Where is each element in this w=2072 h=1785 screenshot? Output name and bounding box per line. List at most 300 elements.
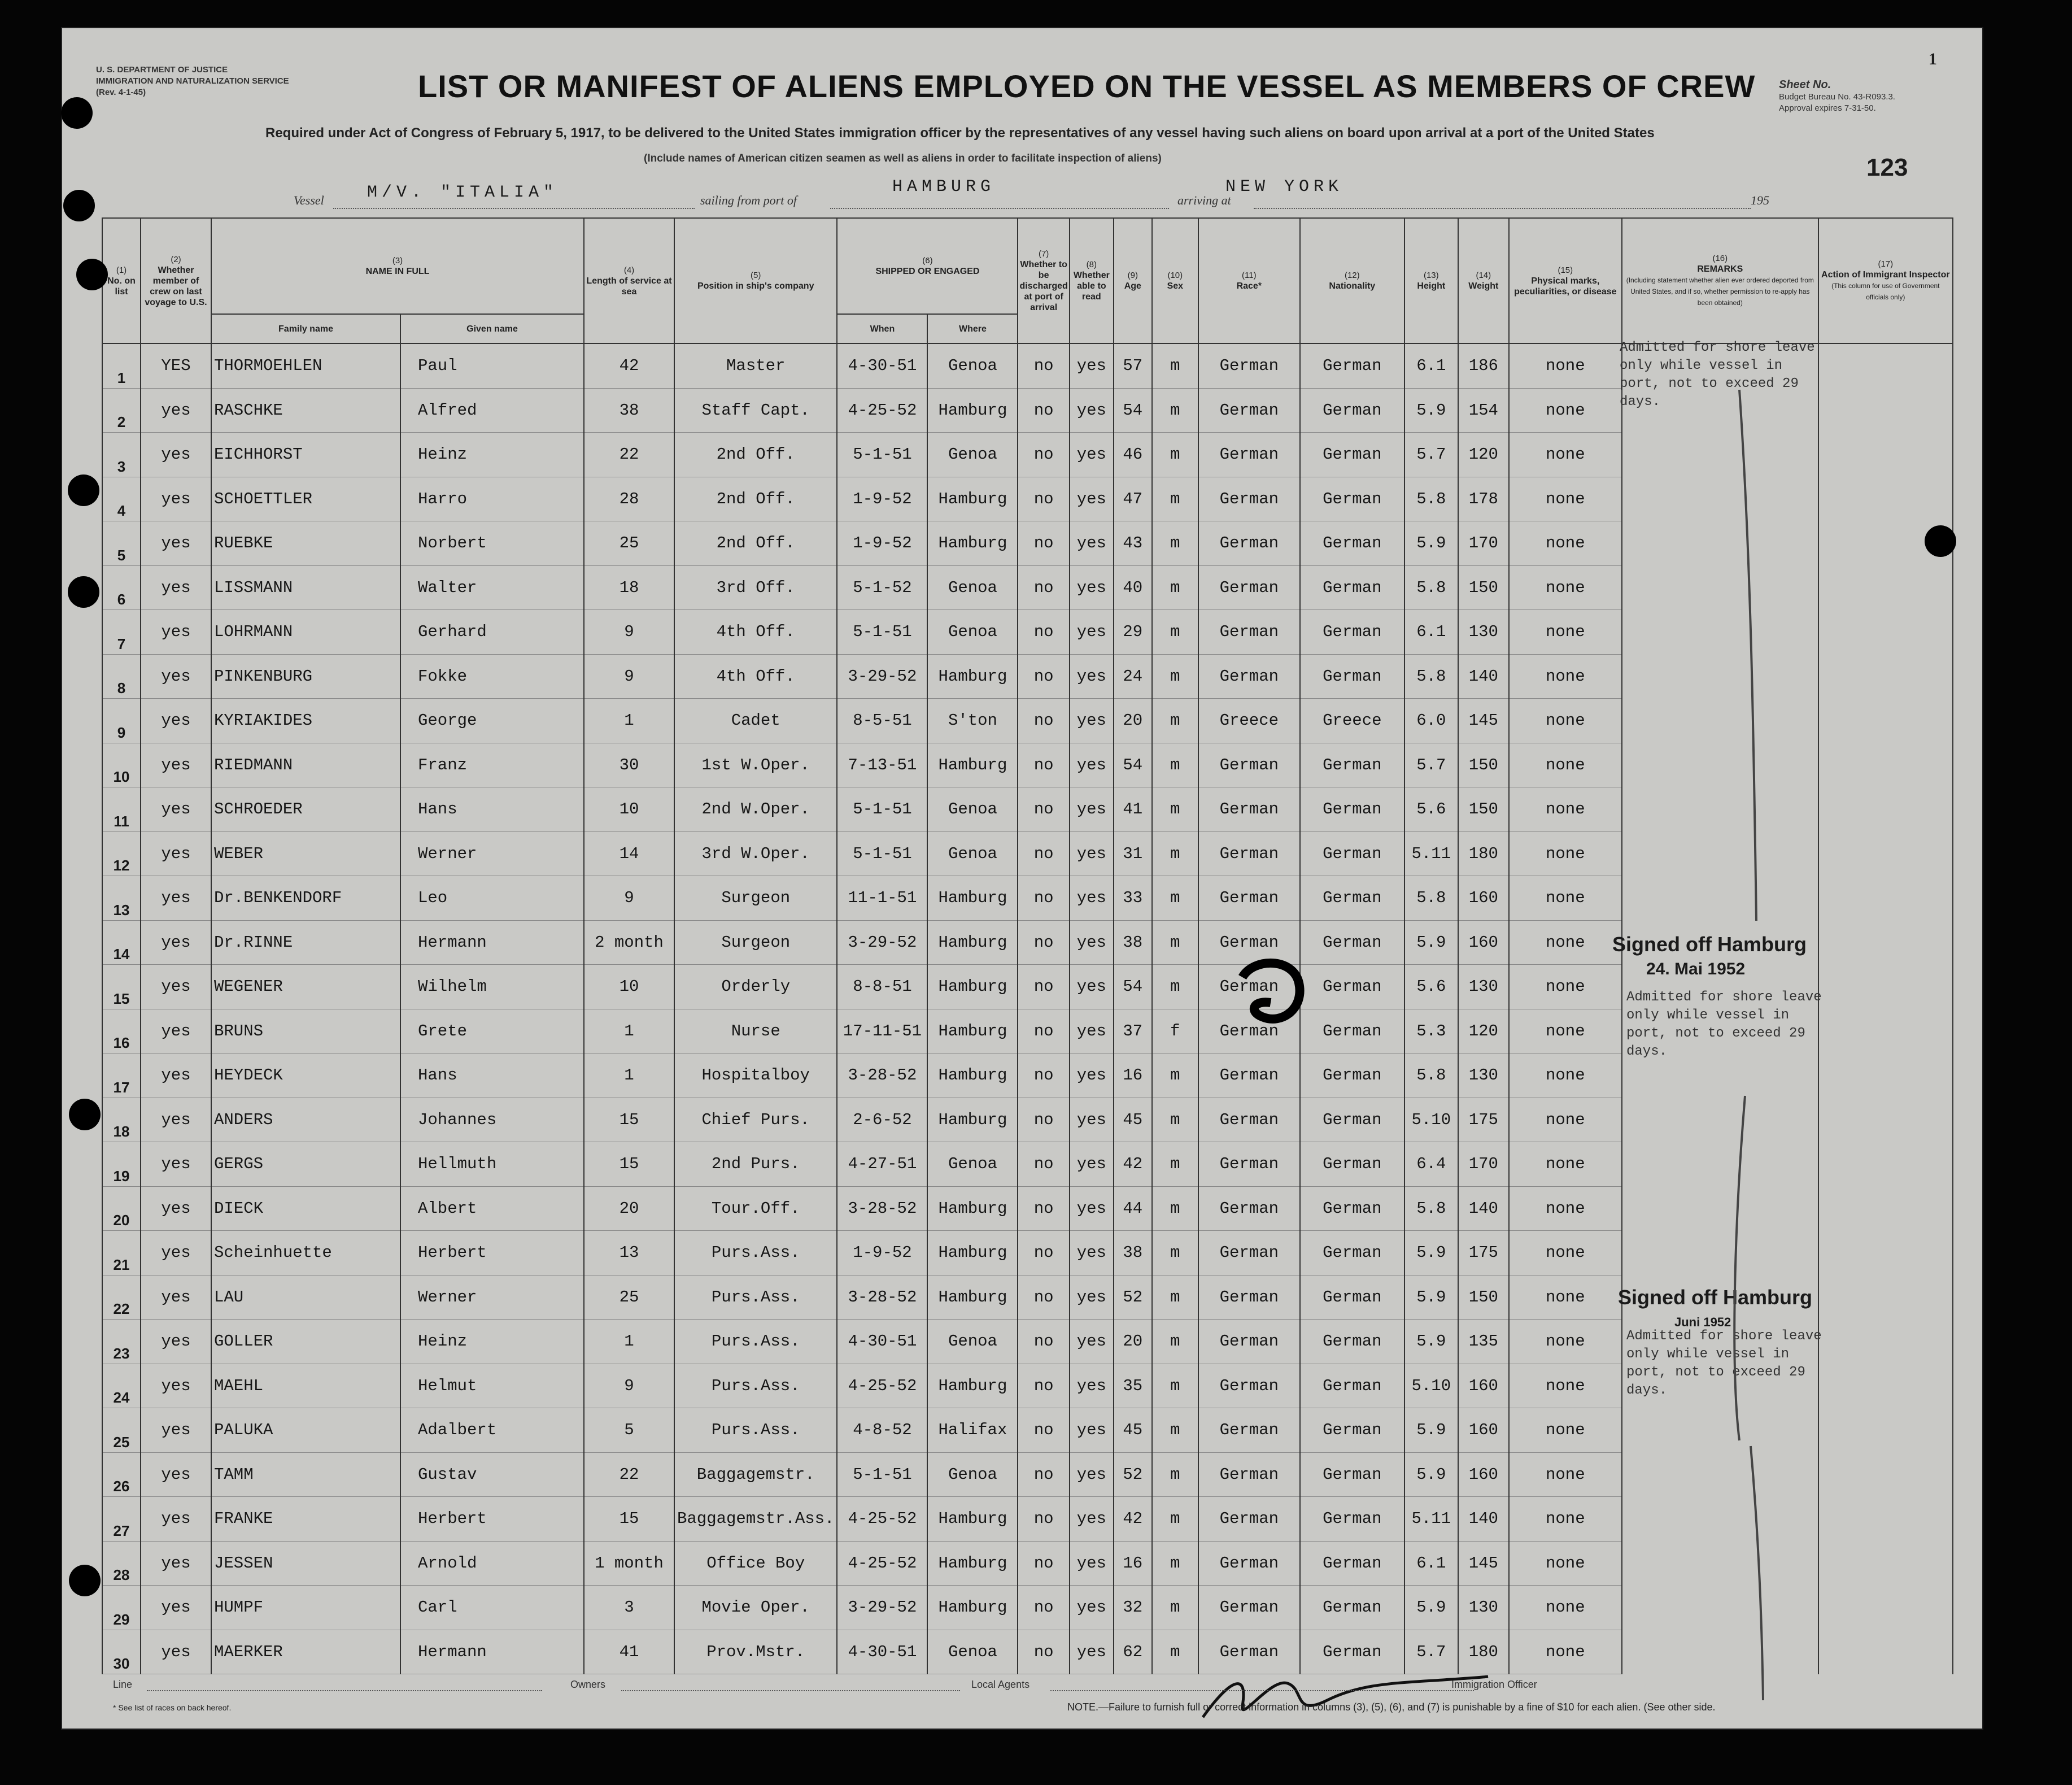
cell-family: PALUKA	[211, 1408, 400, 1453]
cell-nationality: German	[1300, 1541, 1404, 1586]
punch-hole	[63, 190, 95, 221]
cell-discharged: no	[1018, 920, 1069, 965]
cell-marks: none	[1509, 1364, 1622, 1408]
cell-nationality: Greece	[1300, 699, 1404, 743]
cell-family: MAEHL	[211, 1364, 400, 1408]
budget-number: Budget Bureau No. 43-R093.3.	[1779, 92, 1895, 102]
cell-age: 54	[1114, 965, 1152, 1009]
cell-position: 2nd Off.	[674, 433, 837, 477]
cell-last: yes	[141, 1630, 211, 1674]
arriving-port: NEW YORK	[1225, 177, 1343, 197]
cell-service: 15	[584, 1497, 674, 1542]
cell-discharged: no	[1018, 1320, 1069, 1364]
cell-given: George	[400, 699, 584, 743]
cell-race: German	[1198, 1231, 1300, 1275]
cell-service: 10	[584, 787, 674, 832]
cell-read: yes	[1070, 1364, 1114, 1408]
col-last-voyage-header: (2) Whether member of crew on last voyage to U.S.	[141, 218, 211, 343]
cell-when: 3-28-52	[837, 1275, 927, 1320]
race-footnote: * See list of races on back hereof.	[113, 1703, 232, 1712]
cell-sex: m	[1152, 876, 1198, 921]
cell-sex: m	[1152, 343, 1198, 388]
cell-marks: none	[1509, 743, 1622, 787]
cell-given: Helmut	[400, 1364, 584, 1408]
cell-given: Hellmuth	[400, 1142, 584, 1187]
cell-weight: 160	[1458, 876, 1509, 921]
cell-discharged: no	[1018, 831, 1069, 876]
cell-age: 37	[1114, 1009, 1152, 1053]
col-discharged-header: (7) Whether to be discharged at port of arrival	[1018, 218, 1069, 343]
cell-height: 5.9	[1404, 1231, 1458, 1275]
table-row	[102, 1142, 1953, 1187]
cell-position: Hospitalboy	[674, 1053, 837, 1098]
cell-discharged: no	[1018, 1142, 1069, 1187]
cell-given: Heinz	[400, 433, 584, 477]
table-row	[102, 1497, 1953, 1542]
cell-family: GOLLER	[211, 1320, 400, 1364]
cell-discharged: no	[1018, 343, 1069, 388]
cell-marks: none	[1509, 1098, 1622, 1142]
cell-weight: 150	[1458, 565, 1509, 610]
table-row	[102, 565, 1953, 610]
cell-sex: m	[1152, 1053, 1198, 1098]
cell-height: 6.1	[1404, 1541, 1458, 1586]
cell-race: German	[1198, 1275, 1300, 1320]
cell-age: 57	[1114, 343, 1152, 388]
punch-hole	[69, 1099, 101, 1130]
col-sex-header: (10) Sex	[1152, 218, 1198, 343]
cell-no: 19	[102, 1142, 141, 1187]
cell-last: yes	[141, 699, 211, 743]
cell-family: DIECK	[211, 1186, 400, 1231]
service-name: IMMIGRATION AND NATURALIZATION SERVICE	[96, 76, 289, 86]
cell-action	[1818, 1053, 1953, 1098]
cell-no: 7	[102, 610, 141, 655]
cell-height: 5.9	[1404, 388, 1458, 433]
cell-marks: none	[1509, 787, 1622, 832]
cell-nationality: German	[1300, 1364, 1404, 1408]
table-row	[102, 1541, 1953, 1586]
cell-last: yes	[141, 388, 211, 433]
cell-discharged: no	[1018, 388, 1069, 433]
cell-race: Greece	[1198, 699, 1300, 743]
cell-action	[1818, 1586, 1953, 1630]
cell-service: 25	[584, 521, 674, 566]
cell-given: Gustav	[400, 1452, 584, 1497]
cell-race: German	[1198, 610, 1300, 655]
sheet-info	[1779, 79, 1960, 114]
cell-marks: none	[1509, 1452, 1622, 1497]
cell-age: 31	[1114, 831, 1152, 876]
ink-mark	[1231, 955, 1310, 1028]
cell-family: LOHRMANN	[211, 610, 400, 655]
table-row	[102, 1408, 1953, 1453]
arriving-dotline	[1254, 208, 1751, 209]
cell-where: Genoa	[927, 831, 1018, 876]
cell-family: ANDERS	[211, 1098, 400, 1142]
cell-where: Hamburg	[927, 920, 1018, 965]
approval-date: Approval expires 7-31-50.	[1779, 103, 1876, 113]
cell-nationality: German	[1300, 610, 1404, 655]
cell-marks: none	[1509, 388, 1622, 433]
cell-weight: 130	[1458, 965, 1509, 1009]
cell-service: 1	[584, 1053, 674, 1098]
cell-height: 5.9	[1404, 1586, 1458, 1630]
cell-marks: none	[1509, 1320, 1622, 1364]
cell-family: KYRIAKIDES	[211, 699, 400, 743]
cell-service: 1	[584, 1009, 674, 1053]
footer-owners-label: Owners	[570, 1679, 606, 1690]
table-row	[102, 521, 1953, 566]
cell-last: yes	[141, 787, 211, 832]
cell-when: 4-8-52	[837, 1408, 927, 1453]
cell-service: 9	[584, 1364, 674, 1408]
cell-no: 16	[102, 1009, 141, 1053]
cell-position: Chief Purs.	[674, 1098, 837, 1142]
cell-where: Hamburg	[927, 521, 1018, 566]
cell-age: 40	[1114, 565, 1152, 610]
cell-no: 29	[102, 1586, 141, 1630]
cell-race: German	[1198, 1009, 1300, 1053]
cell-race: German	[1198, 965, 1300, 1009]
cell-given: Grete	[400, 1009, 584, 1053]
cell-race: German	[1198, 920, 1300, 965]
cell-sex: m	[1152, 743, 1198, 787]
cell-nationality: German	[1300, 876, 1404, 921]
cell-last: yes	[141, 433, 211, 477]
cell-no: 14	[102, 920, 141, 965]
cell-marks: none	[1509, 1586, 1622, 1630]
table-row	[102, 1630, 1953, 1674]
cell-no: 8	[102, 654, 141, 699]
cell-no: 28	[102, 1541, 141, 1586]
cell-age: 38	[1114, 1231, 1152, 1275]
cell-last: yes	[141, 743, 211, 787]
cell-service: 9	[584, 876, 674, 921]
cell-no: 21	[102, 1231, 141, 1275]
cell-family: LAU	[211, 1275, 400, 1320]
cell-where: Genoa	[927, 610, 1018, 655]
cell-sex: m	[1152, 1098, 1198, 1142]
cell-service: 22	[584, 433, 674, 477]
cell-last: yes	[141, 831, 211, 876]
table-row	[102, 433, 1953, 477]
cell-last: yes	[141, 654, 211, 699]
cell-where: Genoa	[927, 565, 1018, 610]
cell-race: German	[1198, 1408, 1300, 1453]
cell-nationality: German	[1300, 1186, 1404, 1231]
cell-discharged: no	[1018, 1586, 1069, 1630]
cell-service: 14	[584, 831, 674, 876]
cell-when: 4-30-51	[837, 343, 927, 388]
cell-family: TAMM	[211, 1452, 400, 1497]
cell-read: yes	[1070, 1497, 1114, 1542]
cell-age: 46	[1114, 433, 1152, 477]
cell-family: EICHHORST	[211, 433, 400, 477]
cell-last: yes	[141, 876, 211, 921]
cell-height: 6.0	[1404, 699, 1458, 743]
cell-no: 1	[102, 343, 141, 388]
cell-action	[1818, 654, 1953, 699]
cell-family: BRUNS	[211, 1009, 400, 1053]
col-height-header: (13) Height	[1404, 218, 1458, 343]
cell-race: German	[1198, 1186, 1300, 1231]
cell-where: Genoa	[927, 1142, 1018, 1187]
cell-no: 5	[102, 521, 141, 566]
cell-discharged: no	[1018, 787, 1069, 832]
vessel-name: M/V. "ITALIA"	[367, 183, 559, 202]
cell-position: Surgeon	[674, 920, 837, 965]
cell-action	[1818, 1320, 1953, 1364]
cell-weight: 120	[1458, 1009, 1509, 1053]
cell-service: 2 month	[584, 920, 674, 965]
cell-read: yes	[1070, 743, 1114, 787]
cell-age: 20	[1114, 1320, 1152, 1364]
cell-age: 20	[1114, 699, 1152, 743]
cell-given: Herbert	[400, 1497, 584, 1542]
cell-where: Genoa	[927, 343, 1018, 388]
cell-family: JESSEN	[211, 1541, 400, 1586]
cell-where: Genoa	[927, 433, 1018, 477]
table-row	[102, 610, 1953, 655]
cell-marks: none	[1509, 699, 1622, 743]
cell-service: 10	[584, 965, 674, 1009]
cell-read: yes	[1070, 1186, 1114, 1231]
cell-marks: none	[1509, 876, 1622, 921]
cell-race: German	[1198, 787, 1300, 832]
cell-service: 3	[584, 1586, 674, 1630]
cell-family: MAERKER	[211, 1630, 400, 1674]
cell-position: 4th Off.	[674, 610, 837, 655]
cell-height: 6.4	[1404, 1142, 1458, 1187]
cell-where: Hamburg	[927, 1231, 1018, 1275]
cell-action	[1818, 876, 1953, 921]
punch-hole	[61, 97, 93, 129]
footer-line-label: Line	[113, 1679, 133, 1690]
cell-nationality: German	[1300, 787, 1404, 832]
cell-weight: 178	[1458, 477, 1509, 521]
cell-position: Tour.Off.	[674, 1186, 837, 1231]
punch-hole	[76, 259, 108, 290]
cell-family: HEYDECK	[211, 1053, 400, 1098]
cell-position: Cadet	[674, 699, 837, 743]
cell-discharged: no	[1018, 1186, 1069, 1231]
cell-family: Dr.BENKENDORF	[211, 876, 400, 921]
cell-nationality: German	[1300, 521, 1404, 566]
cell-service: 9	[584, 610, 674, 655]
cell-action	[1818, 1142, 1953, 1187]
cell-age: 42	[1114, 1497, 1152, 1542]
cell-family: FRANKE	[211, 1497, 400, 1542]
cell-race: German	[1198, 1630, 1300, 1674]
cell-service: 15	[584, 1142, 674, 1187]
col-remarks-header: (16) REMARKS (Including statement whether alien ever ordered deported from United States, and if so, whether permission to re-apply has been obtained)	[1622, 218, 1818, 343]
cell-sex: m	[1152, 1320, 1198, 1364]
cell-discharged: no	[1018, 1452, 1069, 1497]
cell-last: yes	[141, 1364, 211, 1408]
cell-age: 45	[1114, 1408, 1152, 1453]
cell-sex: m	[1152, 388, 1198, 433]
table-row	[102, 654, 1953, 699]
cell-given: Heinz	[400, 1320, 584, 1364]
cell-age: 52	[1114, 1275, 1152, 1320]
cell-nationality: German	[1300, 1452, 1404, 1497]
cell-where: Hamburg	[927, 1541, 1018, 1586]
cell-service: 30	[584, 743, 674, 787]
cell-read: yes	[1070, 1408, 1114, 1453]
sheet-label: Sheet No.	[1779, 79, 1831, 91]
cell-height: 5.9	[1404, 1408, 1458, 1453]
cell-weight: 180	[1458, 1630, 1509, 1674]
cell-height: 5.6	[1404, 965, 1458, 1009]
cell-discharged: no	[1018, 610, 1069, 655]
cell-action	[1818, 965, 1953, 1009]
cell-position: Movie Oper.	[674, 1586, 837, 1630]
cell-position: Prov.Mstr.	[674, 1630, 837, 1674]
cell-given: Hans	[400, 1053, 584, 1098]
cell-read: yes	[1070, 787, 1114, 832]
page-subtitle: Required under Act of Congress of February 5, 1917, to be delivered to the United States immigration officer by the representatives of any vessel having such aliens on board upon arrival at a port of the United States	[265, 125, 1655, 141]
cell-sex: m	[1152, 1586, 1198, 1630]
cell-action	[1818, 787, 1953, 832]
cell-sex: m	[1152, 521, 1198, 566]
cell-last: yes	[141, 1186, 211, 1231]
cell-weight: 130	[1458, 1586, 1509, 1630]
cell-where: Hamburg	[927, 1098, 1018, 1142]
cell-weight: 160	[1458, 1364, 1509, 1408]
cell-family: SCHOETTLER	[211, 477, 400, 521]
cell-read: yes	[1070, 1098, 1114, 1142]
cell-where: Hamburg	[927, 1186, 1018, 1231]
cell-weight: 145	[1458, 699, 1509, 743]
cell-height: 5.9	[1404, 1452, 1458, 1497]
cell-where: Hamburg	[927, 1009, 1018, 1053]
cell-action	[1818, 1186, 1953, 1231]
cell-action	[1818, 1364, 1953, 1408]
cell-given: Werner	[400, 1275, 584, 1320]
cell-race: German	[1198, 1497, 1300, 1542]
page-title: LIST OR MANIFEST OF ALIENS EMPLOYED ON THE VESSEL AS MEMBERS OF CREW	[418, 68, 1756, 104]
cell-sex: m	[1152, 1142, 1198, 1187]
cell-where: Hamburg	[927, 1364, 1018, 1408]
cell-position: Purs.Ass.	[674, 1275, 837, 1320]
cell-sex: m	[1152, 477, 1198, 521]
cell-read: yes	[1070, 521, 1114, 566]
col-action-header: (17) Action of Immigrant Inspector (This column for use of Government officials only)	[1818, 218, 1953, 343]
sailing-port: HAMBURG	[892, 177, 996, 197]
cell-discharged: no	[1018, 565, 1069, 610]
cell-where: Hamburg	[927, 965, 1018, 1009]
cell-no: 3	[102, 433, 141, 477]
cell-weight: 175	[1458, 1098, 1509, 1142]
cell-discharged: no	[1018, 876, 1069, 921]
cell-read: yes	[1070, 876, 1114, 921]
cell-when: 3-29-52	[837, 920, 927, 965]
cell-age: 41	[1114, 787, 1152, 832]
cell-family: PINKENBURG	[211, 654, 400, 699]
cell-discharged: no	[1018, 699, 1069, 743]
cell-where: S'ton	[927, 699, 1018, 743]
cell-nationality: German	[1300, 433, 1404, 477]
cell-nationality: German	[1300, 965, 1404, 1009]
cell-height: 5.7	[1404, 433, 1458, 477]
cell-given: Franz	[400, 743, 584, 787]
cell-position: 2nd Purs.	[674, 1142, 837, 1187]
cell-where: Hamburg	[927, 1497, 1018, 1542]
cell-where: Genoa	[927, 1320, 1018, 1364]
page-number: 1	[1929, 50, 1937, 68]
cell-nationality: German	[1300, 1586, 1404, 1630]
cell-action	[1818, 699, 1953, 743]
cell-height: 5.3	[1404, 1009, 1458, 1053]
cell-position: 3rd W.Oper.	[674, 831, 837, 876]
cell-read: yes	[1070, 831, 1114, 876]
inspector-signature	[1197, 1666, 1491, 1729]
cell-no: 9	[102, 699, 141, 743]
cell-position: 2nd W.Oper.	[674, 787, 837, 832]
cell-position: Nurse	[674, 1009, 837, 1053]
cell-marks: none	[1509, 1053, 1622, 1098]
cell-action	[1818, 920, 1953, 965]
cell-position: Baggagemstr.Ass.	[674, 1497, 837, 1542]
cell-age: 47	[1114, 477, 1152, 521]
cell-action	[1818, 1098, 1953, 1142]
cell-age: 35	[1114, 1364, 1152, 1408]
cell-read: yes	[1070, 343, 1114, 388]
cell-discharged: no	[1018, 521, 1069, 566]
cell-position: Purs.Ass.	[674, 1231, 837, 1275]
cell-position: Baggagemstr.	[674, 1452, 837, 1497]
cell-last: yes	[141, 1320, 211, 1364]
cell-weight: 130	[1458, 610, 1509, 655]
vessel-label: Vessel	[294, 193, 324, 207]
col-when-header: When	[837, 314, 927, 343]
stamp-2-date: Juni 1952	[1674, 1315, 1731, 1329]
cell-where: Hamburg	[927, 388, 1018, 433]
cell-race: German	[1198, 1098, 1300, 1142]
cell-read: yes	[1070, 477, 1114, 521]
cell-position: 2nd Off.	[674, 477, 837, 521]
cell-service: 22	[584, 1452, 674, 1497]
cell-race: German	[1198, 743, 1300, 787]
cell-height: 5.11	[1404, 831, 1458, 876]
cell-discharged: no	[1018, 1630, 1069, 1674]
col-age-header: (9) Age	[1114, 218, 1152, 343]
cell-given: Harro	[400, 477, 584, 521]
cell-weight: 160	[1458, 920, 1509, 965]
cell-last: yes	[141, 1586, 211, 1630]
cell-read: yes	[1070, 1541, 1114, 1586]
cell-given: Norbert	[400, 521, 584, 566]
cell-weight: 140	[1458, 1186, 1509, 1231]
cell-position: 4th Off.	[674, 654, 837, 699]
cell-nationality: German	[1300, 565, 1404, 610]
cell-height: 5.8	[1404, 1053, 1458, 1098]
cell-nationality: German	[1300, 1275, 1404, 1320]
cell-marks: none	[1509, 1009, 1622, 1053]
cell-where: Halifax	[927, 1408, 1018, 1453]
cell-sex: m	[1152, 1630, 1198, 1674]
cell-read: yes	[1070, 1009, 1114, 1053]
col-shipped-header: (6) SHIPPED OR ENGAGED	[837, 218, 1018, 314]
col-service-header: (4) Length of service at sea	[584, 218, 674, 343]
cell-race: German	[1198, 1320, 1300, 1364]
cell-action	[1818, 831, 1953, 876]
cell-position: Orderly	[674, 965, 837, 1009]
remark-shore-leave-3: Admitted for shore leave only while vessel in port, not to exceed 29 days.	[1626, 1329, 1822, 1398]
cell-nationality: German	[1300, 1142, 1404, 1187]
cell-discharged: no	[1018, 1364, 1069, 1408]
